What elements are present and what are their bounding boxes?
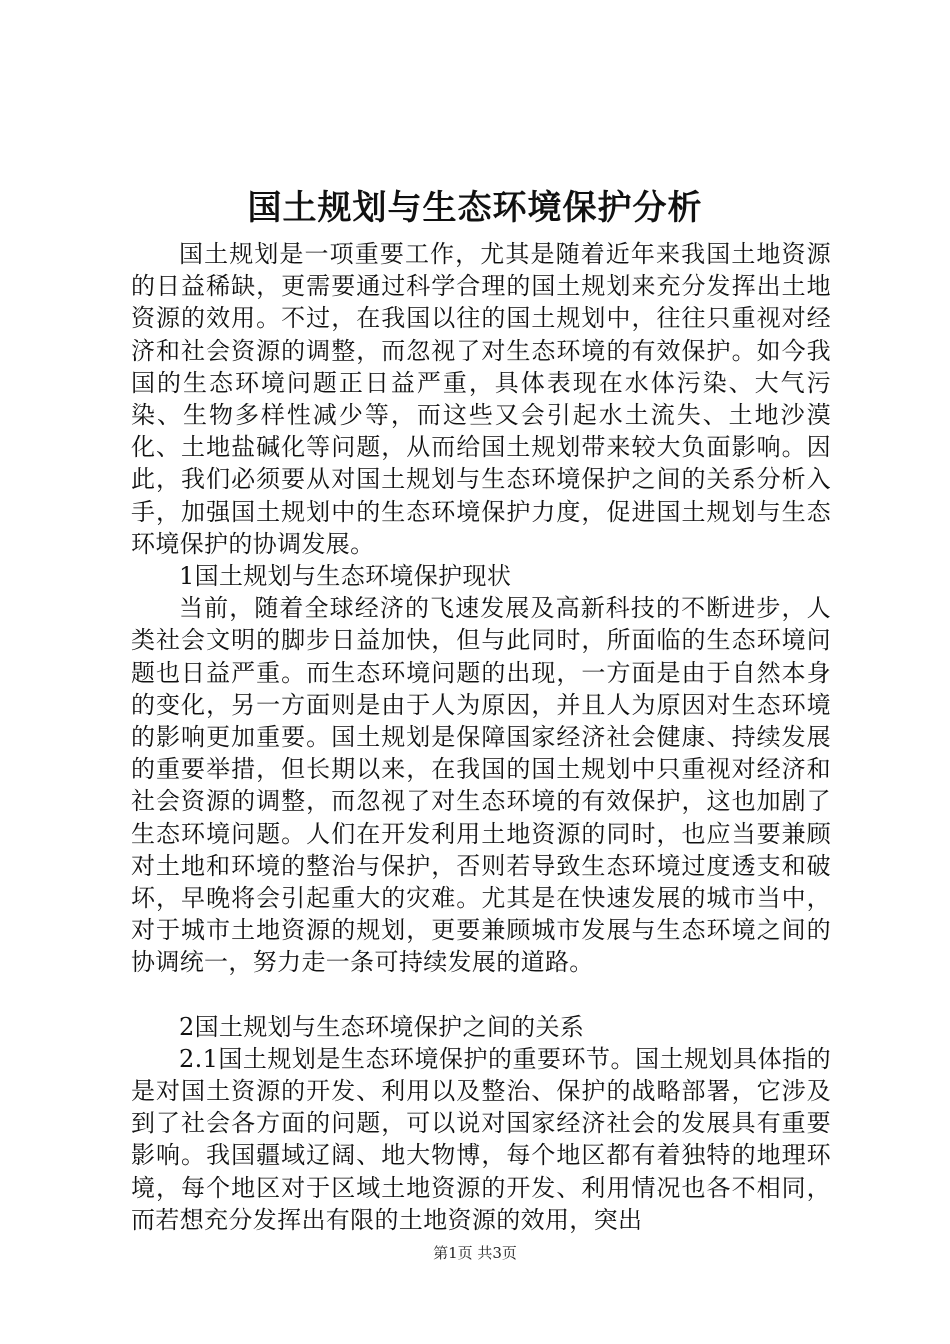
- document-title: 国土规划与生态环境保护分析: [247, 188, 703, 228]
- paragraph-spacer: [131, 979, 831, 1011]
- section-2-heading: 2国土规划与生态环境保护之间的关系: [179, 1012, 585, 1041]
- page-number-footer: 第1页 共3页: [433, 1244, 517, 1262]
- section-1-paragraph: 当前，随着全球经济的飞速发展及高新科技的不断进步，人类社会文明的脚步日益加快，但与此同时，所面临的生态环境问题也日益严重。而生态环境问题的出现，一方面是由于自然本身的变化，另一方面则是由于人为原因，并且人为原因对生态环境的影响更加重要。国土规划是保障国家经济社会健康、持续发展的重要举措，但长期以来，在我国的国土规划中只重视对经济和社会资源的调整，而忽视了对生态环境的有效保护，这也加剧了生态环境问题。人们在开发利用土地资源的同时，也应当要兼顾对土地和环境的整治与保护，否则若导致生态环境过度透支和破坏，早晚将会引起重大的灾难。尤其是在快速发展的城市当中，对于城市土地资源的规划，更要兼顾城市发展与生态环境之间的协调统一，努力走一条可持续发展的道路。: [131, 594, 831, 977]
- section-1-heading: 1国土规划与生态环境保护现状: [179, 562, 512, 591]
- document-body: [131, 238, 831, 1236]
- section-2-1-paragraph: 2.1国土规划是生态环境保护的重要环节。国土规划具体指的是对国土资源的开发、利用以及整治、保护的战略部署，它涉及到了社会各方面的问题，可以说对国家经济社会的发展具有重要影响。我国疆域辽阔、地大物博，每个地区都有着独特的地理环境，每个地区对于区域土地资源的开发、利用情况也各不相同，而若想充分发挥出有限的土地资源的效用，突出: [131, 1044, 831, 1234]
- intro-paragraph: 国土规划是一项重要工作，尤其是随着近年来我国土地资源的日益稀缺，更需要通过科学合理的国土规划来充分发挥出土地资源的效用。不过，在我国以往的国土规划中，往往只重视对经济和社会资源的调整，而忽视了对生态环境的有效保护。如今我国的生态环境问题正日益严重，具体表现在水体污染、大气污染、生物多样性减少等，而这些又会引起水土流失、土地沙漠化、土地盐碱化等问题，从而给国土规划带来较大负面影响。因此，我们必须要从对国土规划与生态环境保护之间的关系分析入手，加强国土规划中的生态环境保护力度，促进国土规划与生态环境保护的协调发展。: [131, 240, 831, 558]
